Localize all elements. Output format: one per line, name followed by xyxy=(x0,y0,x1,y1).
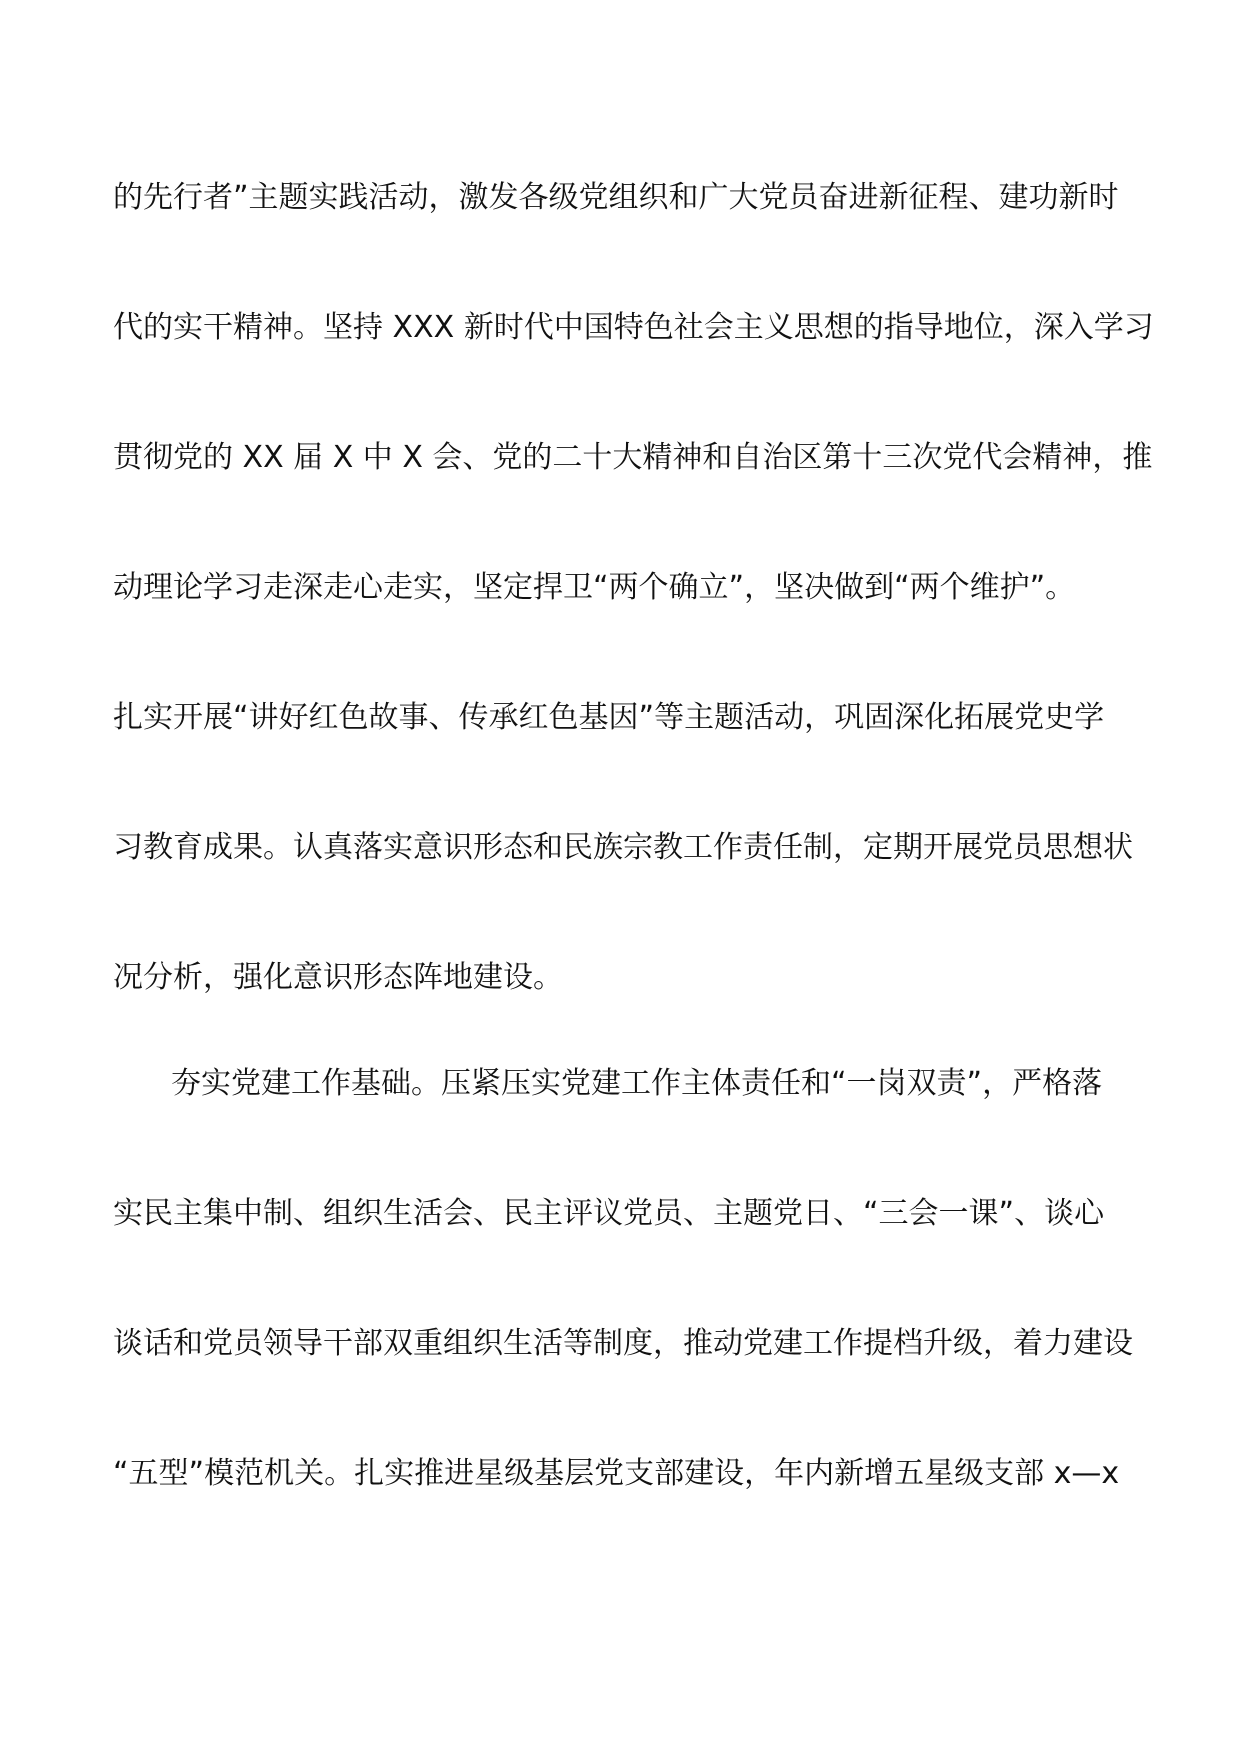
paragraph-2-line-2: 实民主集中制、组织生活会、民主评议党员、主题党日、“三会一课”、谈心 xyxy=(113,1196,1105,1231)
paragraph-2-line-4: “五型”模范机关。扎实推进星级基层党支部建设，年内新增五星级支部 x—x xyxy=(113,1456,1120,1491)
paragraph-1-line-5: 扎实开展“讲好红色故事、传承红色基因”等主题活动，巩固深化拓展党史学 xyxy=(113,700,1105,735)
paragraph-1-line-3: 贯彻党的 XX 届 X 中 X 会、党的二十大精神和自治区第十三次党代会精神，推 xyxy=(113,440,1153,475)
paragraph-1-line-1: 的先行者”主题实践活动，激发各级党组织和广大党员奋进新征程、建功新时 xyxy=(113,180,1119,215)
paragraph-1-line-6: 习教育成果。认真落实意识形态和民族宗教工作责任制，定期开展党员思想状 xyxy=(113,830,1133,865)
paragraph-1-line-4: 动理论学习走深走心走实，坚定捍卫“两个确立”，坚决做到“两个维护”。 xyxy=(113,570,1076,605)
paragraph-1-line-7: 况分析，强化意识形态阵地建设。 xyxy=(113,960,563,995)
paragraph-2-line-1: 夯实党建工作基础。压紧压实党建工作主体责任和“一岗双责”，严格落 xyxy=(171,1066,1103,1101)
paragraph-1-line-2: 代的实干精神。坚持 XXX 新时代中国特色社会主义思想的指导地位，深入学习 xyxy=(113,310,1154,345)
paragraph-2-line-3: 谈话和党员领导干部双重组织生活等制度，推动党建工作提档升级，着力建设 xyxy=(113,1326,1133,1361)
